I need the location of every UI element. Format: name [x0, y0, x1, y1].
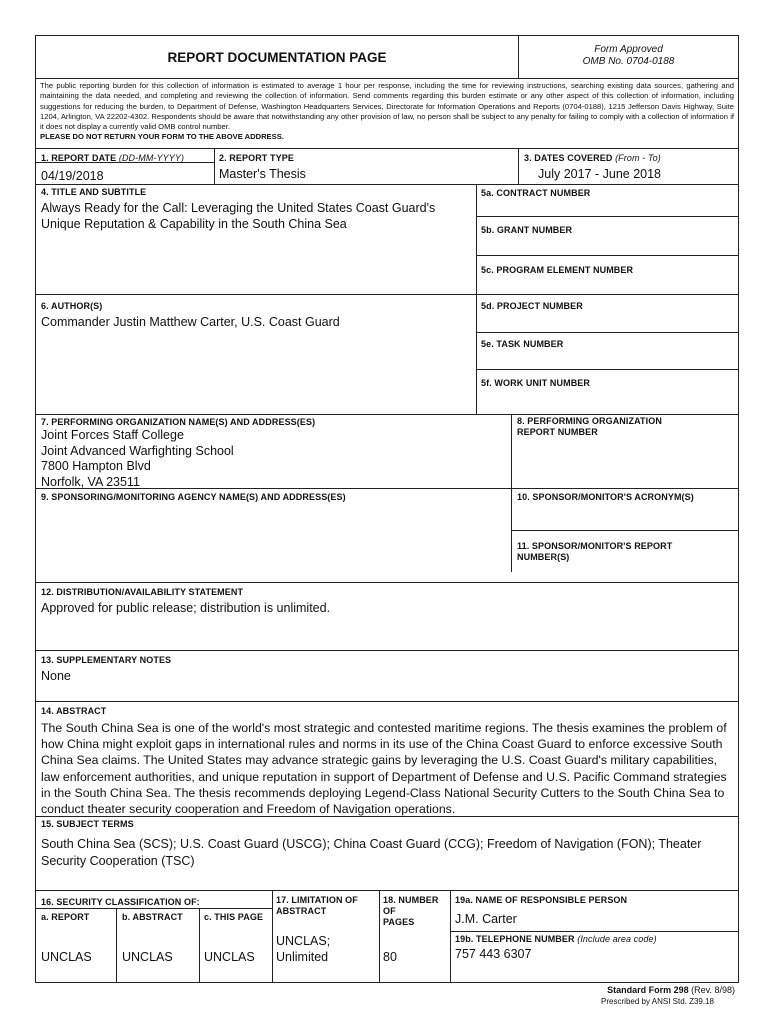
author-label: 6. AUTHOR(S) — [41, 301, 103, 311]
divider — [450, 890, 451, 982]
divider — [476, 255, 738, 256]
responsible-person-label: 19a. NAME OF RESPONSIBLE PERSON — [455, 895, 628, 905]
program-element-label: 5c. PROGRAM ELEMENT NUMBER — [481, 265, 634, 275]
divider — [36, 294, 738, 295]
divider — [272, 890, 273, 982]
divider — [518, 148, 519, 184]
responsible-person-field[interactable]: J.M. Carter — [455, 912, 517, 926]
burden-notice — [40, 81, 734, 143]
contract-number-label: 5a. CONTRACT NUMBER — [481, 188, 591, 198]
telephone-label: 19b. TELEPHONE NUMBER (Include area code) — [455, 934, 657, 944]
project-number-label: 5d. PROJECT NUMBER — [481, 301, 583, 311]
divider — [36, 162, 214, 163]
divider — [379, 890, 380, 982]
performing-org-field[interactable]: Joint Forces Staff College Joint Advanced Warfighting School 7800 Hampton Blvd Norfolk, VA 23511 — [41, 428, 234, 489]
divider — [214, 148, 215, 184]
divider — [199, 908, 200, 982]
form-title: REPORT DOCUMENTATION PAGE — [167, 50, 387, 65]
limitation-field[interactable]: UNCLAS; Unlimited — [276, 934, 331, 964]
return-warning: PLEASE DO NOT RETURN YOUR FORM TO THE ABOVE ADDRESS. — [40, 132, 284, 142]
grant-number-label: 5b. GRANT NUMBER — [481, 225, 573, 235]
title-field[interactable]: Always Ready for the Call: Leveraging the United States Coast Guard's Unique Reputation & Capability in the South China Sea — [41, 201, 436, 231]
security-page-label: c. THIS PAGE — [204, 912, 264, 922]
pages-field[interactable]: 80 — [383, 950, 397, 964]
security-report-field[interactable]: UNCLAS — [41, 950, 92, 964]
divider — [36, 184, 738, 185]
subject-terms-field[interactable]: South China Sea (SCS); U.S. Coast Guard (USCG); China Coast Guard (CCG); Freedom of Navigation (FON); Theater Security Cooperation (TSC) — [41, 837, 702, 868]
divider — [116, 908, 117, 982]
divider — [36, 816, 738, 817]
security-report-label: a. REPORT — [41, 912, 90, 922]
report-date-label: 1. REPORT DATE (DD-MM-YYYY) — [41, 153, 185, 163]
divider — [511, 530, 738, 531]
form-approved-text: Form Approved — [594, 44, 663, 55]
divider — [450, 931, 738, 932]
limitation-label: 17. LIMITATION OF ABSTRACT — [276, 895, 358, 916]
report-documentation-form — [35, 35, 739, 983]
divider — [36, 890, 738, 891]
supplementary-field[interactable]: None — [41, 669, 71, 683]
distribution-field[interactable]: Approved for public release; distribution is unlimited. — [41, 601, 331, 615]
performing-org-label: 7. PERFORMING ORGANIZATION NAME(S) AND ADDRESS(ES) — [41, 417, 316, 427]
security-abstract-label: b. ABSTRACT — [122, 912, 183, 922]
security-abstract-field[interactable]: UNCLAS — [122, 950, 173, 964]
dates-covered-field[interactable]: July 2017 - June 2018 — [538, 167, 662, 181]
form-name: Standard Form 298 (Rev. 8/98) — [607, 985, 735, 995]
author-field[interactable]: Commander Justin Matthew Carter, U.S. Coast Guard — [41, 315, 340, 329]
performing-report-label: 8. PERFORMING ORGANIZATION REPORT NUMBER — [517, 416, 662, 437]
divider — [36, 488, 738, 489]
divider — [476, 216, 738, 217]
divider — [36, 148, 738, 149]
divider — [476, 332, 738, 333]
distribution-label: 12. DISTRIBUTION/AVAILABILITY STATEMENT — [41, 587, 244, 597]
divider — [511, 414, 512, 572]
divider — [476, 184, 477, 414]
divider — [36, 582, 738, 583]
telephone-field[interactable]: 757 443 6307 — [455, 947, 532, 961]
prescribed-text: Prescribed by ANSI Std. Z39.18 — [601, 997, 714, 1006]
divider — [476, 369, 738, 370]
sponsoring-agency-label: 9. SPONSORING/MONITORING AGENCY NAME(S) AND ADDRESS(ES) — [41, 492, 346, 502]
security-page-field[interactable]: UNCLAS — [204, 950, 255, 964]
report-date-field[interactable]: 04/19/2018 — [41, 169, 104, 183]
sponsor-report-label: 11. SPONSOR/MONITOR'S REPORT NUMBER(S) — [517, 541, 673, 562]
pages-label: 18. NUMBER OF PAGES — [383, 895, 439, 927]
divider — [36, 414, 738, 415]
task-number-label: 5e. TASK NUMBER — [481, 339, 564, 349]
divider — [36, 78, 738, 79]
security-class-label: 16. SECURITY CLASSIFICATION OF: — [41, 897, 200, 907]
work-unit-label: 5f. WORK UNIT NUMBER — [481, 378, 590, 388]
report-type-field[interactable]: Master's Thesis — [219, 167, 306, 181]
omb-number: OMB No. 0704-0188 — [582, 56, 675, 67]
divider — [36, 701, 738, 702]
burden-notice-text: The public reporting burden for this collection of information is estimated to average 1 hour per response, including the time for reviewing instructions, searching existing data sources, gathering and maintaining the data needed, and completing and reviewing the collection of information. Send comments regarding this burden estimate or any other aspect of this collection of information, including suggestions for reducing the burden, to Department of Defense, Washington Headquarters Services, Directorate for Information Operations and Reports (0704-0188), 1215 Jefferson Davis Highway, Suite 1204, Arlington, VA 22202-4302. Respondents should be aware that notwithstanding any other provision of law, no person shall be subject to any penalty for failing to comply with a collection of information if it does not display a currently valid OMB control number. — [40, 81, 734, 132]
divider — [36, 650, 738, 651]
abstract-field[interactable]: The South China Sea is one of the world's most strategic and contested maritime regions. The thesis examines the problem of how China might exploit gaps in international rules and norms in its use of the China Coast Guard to enforce excessive South China Sea claims. The United States may advance strategic gains by leveraging the U.S. Coast Guard's military capabilities, law enforcement authorities, and unique reputation in support of Department of Defense and U.S. Pacific Command strategies in the South China Sea. The thesis recommends deploying Legend-Class National Security Cutters to the South China Sea to conduct theater security cooperation and Freedom of Navigation operations. — [41, 721, 727, 817]
report-type-label: 2. REPORT TYPE — [219, 153, 294, 163]
abstract-label: 14. ABSTRACT — [41, 706, 107, 716]
sponsor-acronym-label: 10. SPONSOR/MONITOR'S ACRONYM(S) — [517, 492, 694, 502]
divider — [36, 908, 272, 909]
subject-terms-label: 15. SUBJECT TERMS — [41, 819, 134, 829]
dates-covered-label: 3. DATES COVERED (From - To) — [524, 153, 661, 163]
title-label: 4. TITLE AND SUBTITLE — [41, 187, 147, 197]
supplementary-label: 13. SUPPLEMENTARY NOTES — [41, 655, 172, 665]
